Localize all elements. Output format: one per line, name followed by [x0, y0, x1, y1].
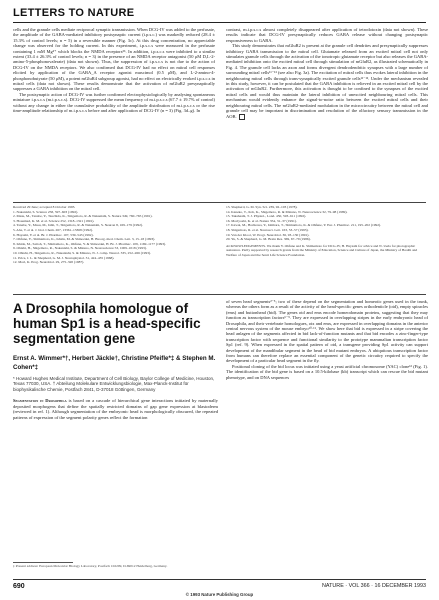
reference-item: 15. Takahashi, T. J. Physiol., Lond. 450, 593–611 (1992).: [226, 214, 307, 219]
body-paragraph: The postsynaptic action of DCG-IV was further confirmed electrophysiologically by analysing spontaneous miniature i.p.s.c.s (m.i.p.s.c.s). DCG-IV suppressed the mean frequency of m.i.p.s.c.s (67.7 ± 19.7% of control) without any change in either the cumulative probability of the amplitude distribution of m.i.p.s.c.s or the rise time-amplitude relationship of m.i.p.s.c.s before and after application of DCG-IV (n = 3) (Fig. 3d–g). In: [13, 91, 215, 114]
body-paragraph: contrast, m.i.p.s.c.s almost completely disappeared after application of tetrodotoxin (data not shown). These results indicate that DCG-IV presynaptically reduces GABA release without changing postsynaptic responsiveness to GABA.: [226, 27, 428, 43]
footnote-rule: [13, 562, 73, 563]
footer-rule: [13, 579, 426, 580]
received-line: Received 29 June; accepted 8 October 1993.: [13, 205, 76, 209]
reference-item: 1. Nakanishi, S. Science 258, 597–603 (1992).: [13, 209, 79, 214]
article-title: A Drosophila homologue of human Sp1 is a head-specific segmentation gene: [13, 301, 201, 346]
reference-item: 2. Masu, M., Tanabe, Y., Tsuchida, K., Shigemoto, R. & Nakanishi, S. Nature 349, 760–765 (1991).: [13, 214, 153, 219]
upper-right-column: [226, 27, 428, 120]
acknowledgements: ACKNOWLEDGEMENTS. We thank Y. Ohfune and K. Shimamoto for DCG-IV, H. Hayashi for advice and N. Ueda for photographic assistance. Partly supported by research grants from the Ministry of Education, Science and Culture of Japan, the Ministry of Health and Welfare of Japan and the Senri Life Science Foundation.: [226, 243, 418, 257]
article-abstract: [13, 398, 218, 420]
reference-item: 5. Abe, T. et al. J. biol. Chem. 267, 13361–13368 (1992).: [13, 227, 93, 232]
header-rule: [13, 22, 426, 23]
body-paragraph: cells and the granule cells mediate reciprocal synaptic transmission. When DCG-IV was added to the perfusate, the amplitude of the GABA-mediated inhibitory postsynaptic current (i.p.s.c.) was markedly reduced (28.4 ± 15.3% of control levels; n = 5) in a reversible manner (Fig. 3c). At this drug concentration, no appreciable change was observed for the holding current. In this experiment, i.p.s.c.s were measured in the perfusate containing 1 mM Mg²⁺ which blocks the NMDA receptors²⁶. In addition, i.p.s.c.s were inhibited to a similar extent (33.4 ± 26.3% of control levels; n = 3) in the presence of an NMDA receptor antagonist (50 μM D,L-2-amino-5-phosphonovalerate) (data not shown). Thus, the suppression of i.p.s.c.s is not due to the action of DCG-IV on the NMDA receptors. We also confirmed that DCG-IV had no effect on mitral cell responses elicited by application of the GABA_A receptor agonist muscimol (0.5 μM), and L-2-amino-4-phosphonobutyrate (50 μM), a potent mGluR4 subgroup agonist, had no effect on electrically evoked i.p.s.c.s in mitral cells (data not shown). These results demonstrate that the activation of mGluR2 presynaptically suppresses a GABA inhibition on the mitral cell.: [13, 27, 215, 92]
article-top-rule: [13, 294, 426, 295]
references-right: [226, 205, 428, 258]
body-paragraph: of seven head segments²⁻⁵; two of these depend on the segmentation and homeotic genes used in the trunk, whereas the others form as a result of the activity of the head-specific genes orthodenticle (otd), empty spiracles (ems) and buttonhead (btd). The genes otd and ems encode homeodomain proteins, suggesting that they may function as transcription factors⁶⁻⁹. They are expressed in overlapping stripes in the early embryonic head of Drosophila, and their vertebrate homologues, otx and emx, are expressed in overlapping domains in the anterior central nervous system of the mouse embryo¹⁰·¹¹. We show here that btd is expressed in a stripe covering the head anlagen of the segments affected in btd lack-of-function mutants and that btd encodes a zinc-finger-type transcription factor with sequence and functional similarity to the prototype mammalian transcription factor Sp1 (ref. 9). When expressed in the spatial pattern of otd, a transgene providing Sp1 activity can support development of the mandibular segment in the head of btd mutant embryos. A ubiquitous transcription factor from humans can therefore replace an essential component of the genetic circuitry required to specify the development of a particular head segment in the fly.: [226, 299, 428, 364]
section-header: LETTERS TO NATURE: [13, 7, 135, 19]
reference-item: 11. Price, J. L. & Shepherd, G. M. J. Neurophysiol. 31, 424–435 (1968).: [13, 255, 115, 260]
end-mark-icon: [239, 114, 245, 120]
reference-item: 19. Van der Kloot, W. Progr. Neurobiol. 36, 93–130 (1991).: [226, 232, 310, 237]
reference-item: 20. Yu, S. & Shepherd, G. M. Brain Res. 369, 67–79 (1986).: [226, 237, 311, 242]
page-number: 690: [13, 583, 25, 590]
reference-item: 4. Tanabe, Y., Masu, M., Ishii, T., Shigemoto, R. & Nakanishi, S. Neuron 8, 169–179 (1992).: [13, 223, 143, 228]
author-affiliations: * Howard Hughes Medical Institute, Department of Cell Biology, Baylor College of Medicine, Houston, Texas 77030, USA. † Abteilung Molekulare Entwicklungsbiologie, Max-Planck-Institut für biophysikalische Chemie, Postfach 2841, D-37018 Göttingen, Germany: [13, 376, 215, 392]
copyright-line: © 1993 Nature Publishing Group: [185, 592, 254, 597]
upper-left-column: [13, 27, 215, 114]
reference-item: 12. Mori, K. Prog. Neurobiol. 29, 275–320 (1987).: [13, 260, 85, 265]
article-authors: Ernst A. Wimmer*†, Herbert Jäckle†, Christine Pfeifle*‡ & Stephen M. Cohen*‡: [13, 355, 216, 371]
reference-item: 13. Shepherd, G. M. Syn. Sci. 239, 92–103 (1978).: [226, 205, 298, 209]
reference-item: 10. Ohishi, H., Shigemoto, R., Nakanishi, S. & Mizuno, N. J. comp. Neurol. 335, 252–266 (1993).: [13, 250, 151, 255]
body-paragraph: Positional cloning of the btd locus was initiated using a yeast artificial chromosome (YAC) clone¹² (Fig. 1). The identification of the btd gene is based on a 10.5-kilobase (kb) transcript which can rescue the btd mutant phenotype, and on DNA sequences: [226, 363, 428, 380]
reference-item: 8. Ishida, M., Saitoh, T., Shimamoto, K., Ohfune, Y. & Shinozaki, H. Br. J. Pharmac. 109, 1169–1177 (1993).: [13, 241, 167, 246]
abstract-lead: Segmentation in Drosophila: [13, 398, 67, 403]
references-rule: [13, 202, 426, 203]
reference-item: 14. Kaneko, T., Itoh, K., Shigemoto, R. & Mizuno, N. Neuroscience 32, 79–98 (1989).: [226, 209, 348, 214]
article-right-column: [226, 299, 428, 380]
reference-item: 16. Moriyoshi, K. et al. Nature 354, 31–37 (1991).: [226, 218, 297, 223]
journal-info: NATURE · VOL 366 · 16 DECEMBER 1993: [322, 583, 426, 589]
reference-item: 6. Hayashi, Y. et al. Br. J. Pharmac. 107, 539–543 (1992).: [13, 232, 94, 237]
body-paragraph: This study demonstrates that mGluR2 is present at the granule cell dendrites and presynaptically suppresses inhibitory GABA transmission to the mitral cell. Glutamate released from an excited mitral cell not only stimulates granule cells through the activation of the ionotropic glutamate receptor but also releases the GABA-mediated inhibition onto the excited mitral cell through stimulation of mGluR2, as illustrated schematically in Fig. 4. The granule cell lacks an axon and forms divergent dendrodendritic synapses with a large number of surrounding mitral cells¹¹⁻¹³ (see also Fig. 3a). The excitation of mitral cells thus evokes lateral inhibition in the neighbouring mitral cells through trans-synaptically excited granule cells¹¹⁻¹³. Under the mechanism revealed in this study, however, it can be postulated that the GABA inhibition is relieved in an excited mitral cell by the activation of mGluR2. Furthermore, this activation is thought to be confined to the synapses of the excited mitral cells and would thus maintain the lateral inhibition of unexcited neighbouring mitral cells. This mechanism would evidently enhance the signal-to-noise ratio between the excited mitral cells and their neighbouring mitral cells. The mGluR2-mediated modulation in the microcircuitry between the mitral cell and granule cell may be important in discrimination and resolution of the olfactory sensory transmission in the AOB.: [226, 43, 428, 119]
abstract-text: is based on a cascade of hierarchical gene interactions initiated by maternally deposited morphogens that define the spatially restricted domains of gap gene expression at blastoderm (reviewed in ref. 1). Although segmentation of the embryonic head is morphologically obscured, the repeated patterns of expression of the segment polarity genes reflect the formation: [13, 398, 218, 420]
footnote: ‡ Present address: European Molecular Biology Laboratory, Postfach 102209, D-69012 Heidelberg, Germany.: [13, 564, 168, 568]
reference-item: 7. Ohfune, Y., Shimamoto, K., Ishida, M. & Shinozaki, H. Bioorg. med. Chem. Lett. 3, 15–18 (1993).: [13, 237, 156, 242]
reference-item: 17. Kawai, M., Horikawa, Y., Ishihara, T., Shimamoto, K. & Ohfune, Y. Eur. J. Pharmac. 211, 195–202 (1992).: [226, 223, 382, 228]
reference-item: 3. Houamed, K. M. et al. Science 252, 1318–1321 (1991).: [13, 218, 95, 223]
reference-item: 18. Shigemoto, R. et al. Neurosci. Lett. 163, 53–57 (1993).: [226, 227, 309, 232]
reference-item: 9. Ohishi, H., Shigemoto, R., Nakanishi, S. & Mizuno, N. Neuroscience 53, 1009–1018 (1993).: [13, 246, 147, 251]
references-left: [13, 205, 215, 265]
